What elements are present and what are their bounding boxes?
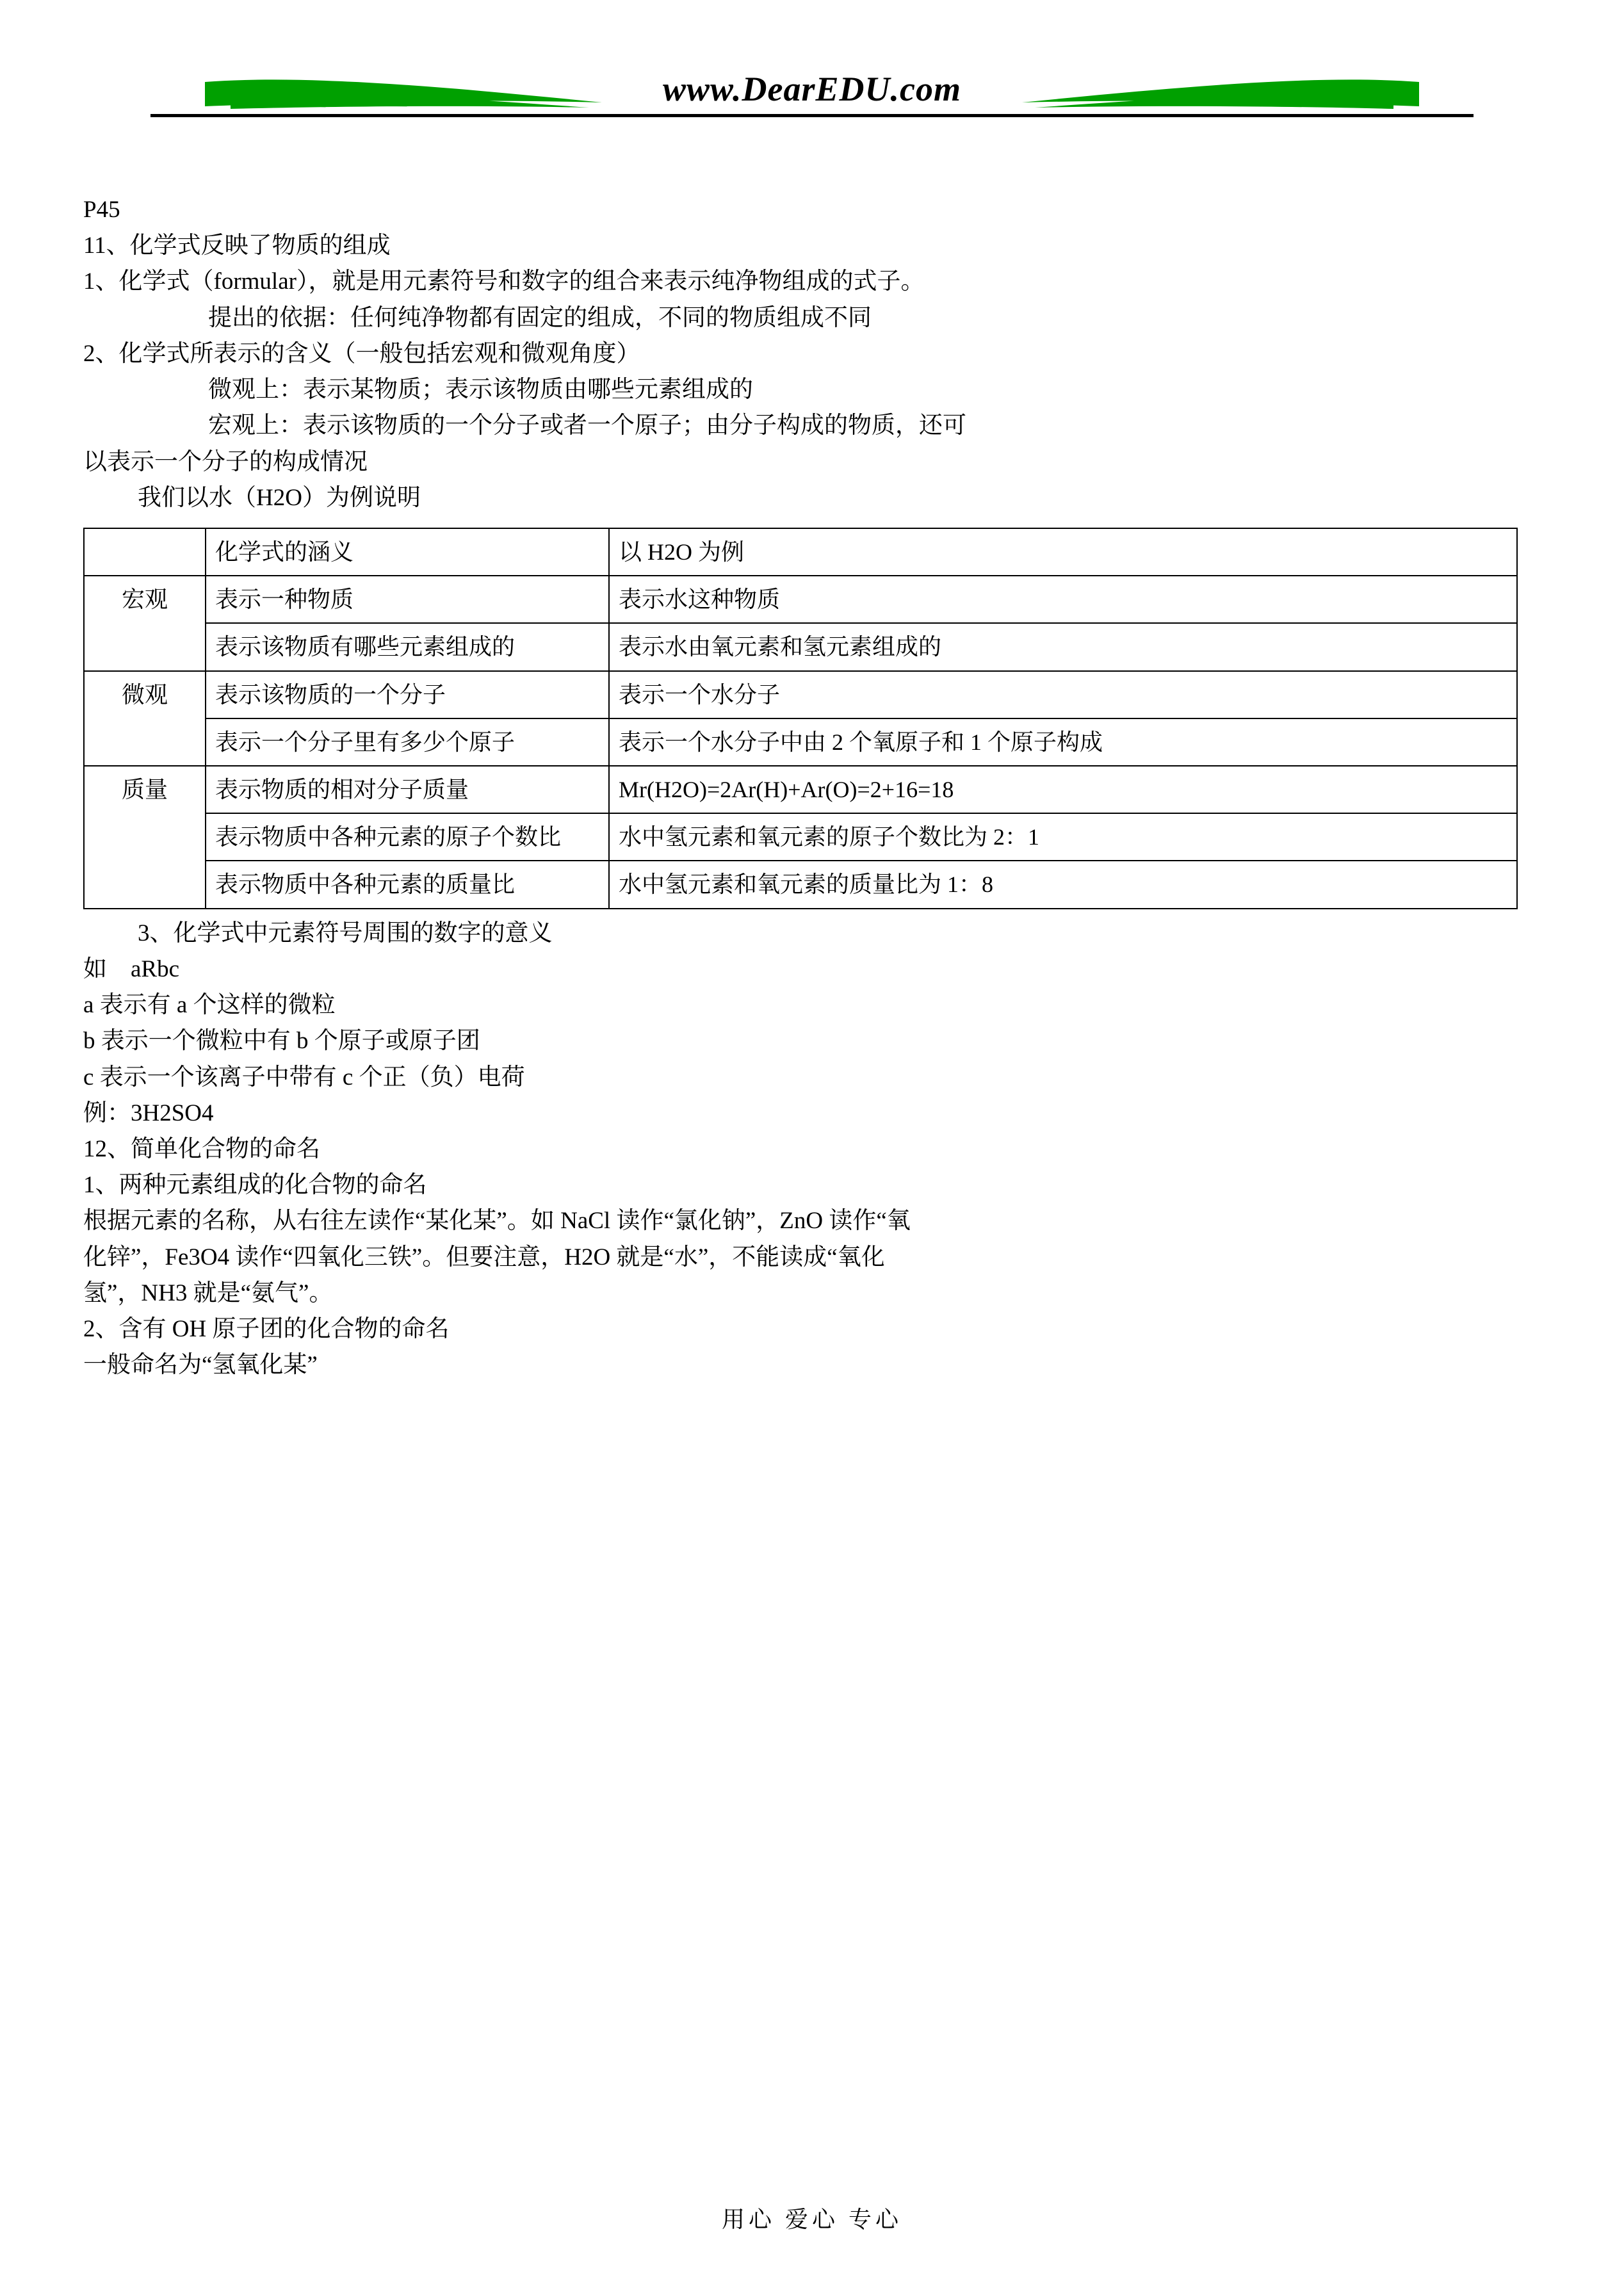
table-meaning-cell: 表示一个分子里有多少个原子 <box>206 718 609 766</box>
text-line: 以表示一个分子的构成情况 <box>83 448 368 475</box>
text-line: b 表示一个微粒中有 b 个原子或原子团 <box>83 1028 480 1055</box>
table-header-row <box>84 528 1517 576</box>
text-line: 12、简单化合物的命名 <box>83 1136 320 1163</box>
text-line: 1、两种元素组成的化合物的命名 <box>83 1172 427 1199</box>
table-row <box>84 576 1517 623</box>
closing-paragraphs <box>83 916 1541 1384</box>
table-row <box>84 861 1517 908</box>
text-line: P45 <box>83 197 120 223</box>
table-header-meaning: 化学式的涵义 <box>206 528 609 576</box>
table-meaning-cell: 表示物质中各种元素的原子个数比 <box>206 813 609 861</box>
text-line: 例：3H2SO4 <box>83 1099 214 1126</box>
text-line: 微观上：表示某物质；表示该物质由哪些元素组成的 <box>208 377 753 403</box>
text-line: 11、化学式反映了物质的组成 <box>83 232 391 259</box>
table-example-cell: Mr(H2O)=2Ar(H)+Ar(O)=2+16=18 <box>609 766 1517 813</box>
text-line: 宏观上：表示该物质的一个分子或者一个原子；由分子构成的物质，还可 <box>208 412 966 439</box>
table-row <box>84 623 1517 670</box>
site-title: www.DearEDU.com <box>662 70 961 108</box>
table-row <box>84 766 1517 813</box>
text-line: c 表示一个该离子中带有 c 个正（负）电荷 <box>83 1064 525 1091</box>
header-divider <box>150 114 1474 117</box>
table-category-cell: 质量 <box>84 766 206 909</box>
table-row <box>84 671 1517 718</box>
text-line: 我们以水（H2O）为例说明 <box>138 484 421 511</box>
text-line: 1、化学式（formular），就是用元素符号和数字的组合来表示纯净物组成的式子。 <box>83 268 925 295</box>
table-corner-cell <box>84 528 206 576</box>
table-header-example: 以 H2O 为例 <box>609 528 1517 576</box>
text-line: 2、化学式所表示的含义（一般包括宏观和微观角度） <box>83 340 640 367</box>
table-category-cell: 宏观 <box>84 576 206 670</box>
table-example-cell: 水中氢元素和氧元素的原子个数比为 2：1 <box>609 813 1517 861</box>
page-footer: 用心 爱心 专心 <box>721 2207 902 2232</box>
text-line: 化锌”，Fe3O4 读作“四氧化三铁”。但要注意，H2O 就是“水”，不能读成“氧化 <box>83 1244 885 1270</box>
text-line: 氢”，NH3 就是“氨气”。 <box>83 1279 333 1306</box>
intro-paragraphs <box>83 192 1541 516</box>
text-line: 提出的依据：任何纯净物都有固定的组成，不同的物质组成不同 <box>208 304 872 331</box>
text-line: 2、含有 OH 原子团的化合物的命名 <box>83 1316 450 1343</box>
table-example-cell: 表示一个水分子中由 2 个氧原子和 1 个原子构成 <box>609 718 1517 766</box>
table-meaning-cell: 表示该物质的一个分子 <box>206 671 609 718</box>
text-line: 根据元素的名称，从右往左读作“某化某”。如 NaCl 读作“氯化钠”，ZnO 读作“氧 <box>83 1208 911 1235</box>
text-line: 一般命名为“氢氧化某” <box>83 1352 318 1379</box>
document-body <box>83 192 1541 1384</box>
table-category-cell: 微观 <box>84 671 206 766</box>
table-example-cell: 表示水由氧元素和氢元素组成的 <box>609 623 1517 670</box>
table-example-cell: 水中氢元素和氧元素的质量比为 1：8 <box>609 861 1517 908</box>
table-meaning-cell: 表示一种物质 <box>206 576 609 623</box>
table-example-cell: 表示水这种物质 <box>609 576 1517 623</box>
formula-meaning-table <box>83 528 1518 909</box>
text-line: a 表示有 a 个这样的微粒 <box>83 992 336 1019</box>
table-meaning-cell: 表示物质的相对分子质量 <box>206 766 609 813</box>
table-row <box>84 718 1517 766</box>
table-meaning-cell: 表示该物质有哪些元素组成的 <box>206 623 609 670</box>
table-meaning-cell: 表示物质中各种元素的质量比 <box>206 861 609 908</box>
table-row <box>84 813 1517 861</box>
site-banner <box>83 58 1541 131</box>
table-example-cell: 表示一个水分子 <box>609 671 1517 718</box>
text-line: 如 aRbc <box>83 955 180 982</box>
text-line: 3、化学式中元素符号周围的数字的意义 <box>138 920 553 946</box>
